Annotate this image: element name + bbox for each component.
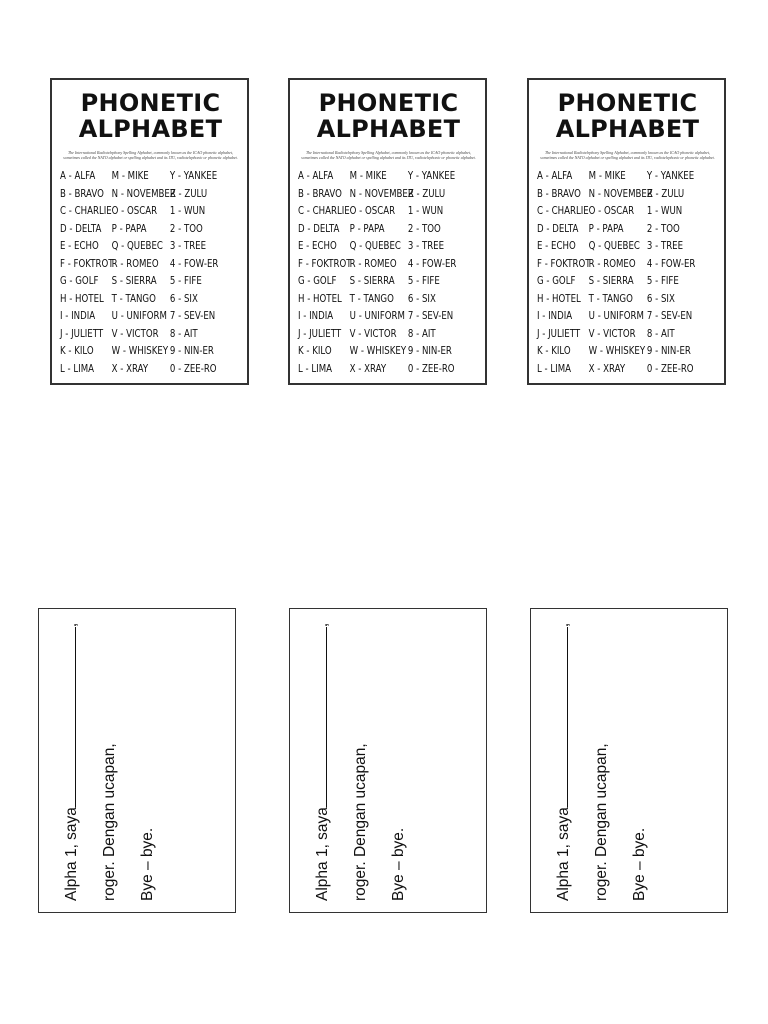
card-line-3: Bye – bye. bbox=[631, 827, 648, 901]
alphabet-entry: T - TANGO bbox=[349, 292, 394, 305]
poster-title-line1: PHONETIC bbox=[557, 89, 698, 117]
poster-title bbox=[537, 90, 718, 142]
alphabet-entry: F - FOKTROT bbox=[298, 257, 352, 270]
alphabet-entry: G - GOLF bbox=[60, 275, 99, 287]
alphabet-entry: 4 - FOW-ER bbox=[646, 257, 696, 270]
alphabet-entry: 6 - SIX bbox=[169, 292, 198, 305]
alphabet-entry: Z - ZULU bbox=[407, 187, 446, 200]
phonetic-alphabet-poster-1 bbox=[50, 78, 249, 385]
alphabet-entry: 7 - SEV-EN bbox=[169, 310, 216, 322]
alphabet-entry: Y - YANKEE bbox=[407, 170, 456, 182]
alphabet-entry: 1 - WUN bbox=[169, 205, 206, 217]
alphabet-entry: N - NOVEMBER bbox=[588, 187, 653, 200]
alphabet-grid bbox=[60, 168, 244, 378]
card-line-1-comma: , bbox=[555, 622, 572, 628]
alphabet-entry: U - UNIFORM bbox=[349, 310, 405, 322]
fill-in-blank[interactable] bbox=[308, 627, 327, 807]
card-line-1 bbox=[53, 611, 91, 901]
alphabet-entry: M - MIKE bbox=[111, 170, 149, 182]
alphabet-entry: 3 - TREE bbox=[169, 240, 207, 252]
alphabet-entry: P - PAPA bbox=[349, 222, 385, 235]
alphabet-entry: D - DELTA bbox=[60, 222, 102, 235]
card-line-1 bbox=[545, 611, 583, 901]
message-card-3 bbox=[530, 608, 728, 913]
alphabet-entry: 9 - NIN-ER bbox=[646, 345, 691, 357]
alphabet-entry: 8 - AIT bbox=[646, 327, 675, 340]
alphabet-entry: W - WHISKEY bbox=[111, 345, 169, 357]
alphabet-entry: Q - QUEBEC bbox=[349, 240, 401, 252]
alphabet-entry: 8 - AIT bbox=[407, 327, 436, 340]
alphabet-entry: H - HOTEL bbox=[537, 292, 581, 305]
alphabet-entry: 5 - FIFE bbox=[169, 275, 202, 287]
alphabet-entry: Q - QUEBEC bbox=[588, 240, 640, 252]
alphabet-entry: Y - YANKEE bbox=[646, 170, 695, 182]
alphabet-entry: 4 - FOW-ER bbox=[407, 257, 457, 270]
alphabet-entry: L - LIMA bbox=[60, 362, 95, 375]
alphabet-entry: C - CHARLIE bbox=[298, 205, 350, 217]
alphabet-entry: U - UNIFORM bbox=[111, 310, 167, 322]
card-text bbox=[545, 611, 659, 901]
alphabet-entry: H - HOTEL bbox=[60, 292, 104, 305]
alphabet-entry: N - NOVEMBER bbox=[349, 187, 414, 200]
card-line-2: roger. Dengan ucapan, bbox=[352, 743, 369, 901]
alphabet-entry: 0 - ZEE-RO bbox=[407, 362, 455, 375]
alphabet-entry: O - OSCAR bbox=[111, 205, 158, 217]
alphabet-entry: E - ECHO bbox=[537, 240, 576, 252]
alphabet-entry: Z - ZULU bbox=[646, 187, 685, 200]
alphabet-entry: M - MIKE bbox=[588, 170, 626, 182]
alphabet-entry: O - OSCAR bbox=[588, 205, 635, 217]
card-line-2: roger. Dengan ucapan, bbox=[101, 743, 118, 901]
alphabet-entry: K - KILO bbox=[298, 345, 332, 357]
alphabet-entry: F - FOKTROT bbox=[537, 257, 591, 270]
alphabet-entry: S - SIERRA bbox=[588, 275, 634, 287]
alphabet-entry: J - JULIETT bbox=[537, 327, 581, 340]
alphabet-entry: V - VICTOR bbox=[349, 327, 397, 340]
alphabet-entry: 3 - TREE bbox=[407, 240, 445, 252]
poster-subtitle: The International Radiotelephony Spelling Alphabet, commonly known as the ICAO phonetic alphabet, sometimes called the NATO alphabet or spelling alphabet and its ITU, radiotelephonic or phonetic alphabet. bbox=[540, 150, 715, 160]
alphabet-entry: 9 - NIN-ER bbox=[169, 345, 214, 357]
alphabet-entry: 7 - SEV-EN bbox=[646, 310, 693, 322]
alphabet-entry: 2 - TOO bbox=[407, 222, 441, 235]
alphabet-entry: B - BRAVO bbox=[60, 187, 104, 200]
card-line-1-comma: , bbox=[314, 622, 331, 628]
alphabet-entry: I - INDIA bbox=[298, 310, 334, 322]
phonetic-alphabet-poster-2 bbox=[288, 78, 487, 385]
alphabet-entry: B - BRAVO bbox=[537, 187, 581, 200]
alphabet-entry: A - ALFA bbox=[298, 170, 334, 182]
alphabet-entry: 0 - ZEE-RO bbox=[646, 362, 694, 375]
alphabet-grid bbox=[537, 168, 721, 378]
alphabet-grid bbox=[298, 168, 482, 378]
alphabet-entry: X - XRAY bbox=[588, 362, 626, 375]
card-line-1-text: Alpha 1, saya bbox=[555, 807, 572, 901]
alphabet-entry: W - WHISKEY bbox=[349, 345, 407, 357]
alphabet-entry: 2 - TOO bbox=[169, 222, 203, 235]
alphabet-entry: P - PAPA bbox=[111, 222, 147, 235]
alphabet-entry: 0 - ZEE-RO bbox=[169, 362, 217, 375]
card-line-2: roger. Dengan ucapan, bbox=[593, 743, 610, 901]
card-line-1 bbox=[304, 611, 342, 901]
alphabet-entry: O - OSCAR bbox=[349, 205, 396, 217]
alphabet-entry: T - TANGO bbox=[588, 292, 633, 305]
alphabet-entry: F - FOKTROT bbox=[60, 257, 114, 270]
alphabet-entry: B - BRAVO bbox=[298, 187, 342, 200]
alphabet-entry: R - ROMEO bbox=[349, 257, 397, 270]
alphabet-entry: Q - QUEBEC bbox=[111, 240, 163, 252]
message-card-2 bbox=[289, 608, 487, 913]
alphabet-entry: 9 - NIN-ER bbox=[407, 345, 452, 357]
alphabet-entry: W - WHISKEY bbox=[588, 345, 646, 357]
alphabet-entry: L - LIMA bbox=[537, 362, 572, 375]
alphabet-entry: S - SIERRA bbox=[111, 275, 157, 287]
alphabet-entry: S - SIERRA bbox=[349, 275, 395, 287]
alphabet-entry: C - CHARLIE bbox=[537, 205, 589, 217]
alphabet-entry: T - TANGO bbox=[111, 292, 156, 305]
fill-in-blank[interactable] bbox=[57, 627, 76, 807]
card-line-1-comma: , bbox=[63, 622, 80, 628]
alphabet-entry: M - MIKE bbox=[349, 170, 387, 182]
alphabet-entry: 1 - WUN bbox=[407, 205, 444, 217]
alphabet-entry: V - VICTOR bbox=[588, 327, 636, 340]
poster-title-line2: ALPHABET bbox=[555, 115, 700, 143]
alphabet-entry: X - XRAY bbox=[111, 362, 149, 375]
alphabet-entry: P - PAPA bbox=[588, 222, 624, 235]
alphabet-entry: D - DELTA bbox=[537, 222, 579, 235]
alphabet-entry: R - ROMEO bbox=[111, 257, 159, 270]
alphabet-entry: V - VICTOR bbox=[111, 327, 159, 340]
alphabet-entry: J - JULIETT bbox=[60, 327, 104, 340]
alphabet-entry: D - DELTA bbox=[298, 222, 340, 235]
alphabet-entry: A - ALFA bbox=[537, 170, 573, 182]
fill-in-blank[interactable] bbox=[549, 627, 568, 807]
card-text bbox=[53, 611, 167, 901]
alphabet-entry: 6 - SIX bbox=[407, 292, 436, 305]
alphabet-entry: G - GOLF bbox=[298, 275, 337, 287]
phonetic-alphabet-poster-3 bbox=[527, 78, 726, 385]
poster-title-line1: PHONETIC bbox=[318, 89, 459, 117]
alphabet-entry: I - INDIA bbox=[537, 310, 573, 322]
poster-title-line1: PHONETIC bbox=[80, 89, 221, 117]
alphabet-entry: 5 - FIFE bbox=[646, 275, 679, 287]
alphabet-entry: J - JULIETT bbox=[298, 327, 342, 340]
card-line-1-text: Alpha 1, saya bbox=[314, 807, 331, 901]
message-card-1 bbox=[38, 608, 236, 913]
alphabet-entry: 1 - WUN bbox=[646, 205, 683, 217]
alphabet-entry: 6 - SIX bbox=[646, 292, 675, 305]
poster-subtitle: The International Radiotelephony Spelling Alphabet, commonly known as the ICAO phonetic alphabet, sometimes called the NATO alphabet or spelling alphabet and its ITU, radiotelephonic or phonetic alphabet. bbox=[301, 150, 476, 160]
alphabet-entry: L - LIMA bbox=[298, 362, 333, 375]
alphabet-entry: C - CHARLIE bbox=[60, 205, 112, 217]
card-text bbox=[304, 611, 418, 901]
alphabet-entry: 5 - FIFE bbox=[407, 275, 440, 287]
alphabet-entry: H - HOTEL bbox=[298, 292, 342, 305]
alphabet-entry: I - INDIA bbox=[60, 310, 96, 322]
alphabet-entry: Z - ZULU bbox=[169, 187, 208, 200]
card-line-1-text: Alpha 1, saya bbox=[63, 807, 80, 901]
alphabet-entry: 8 - AIT bbox=[169, 327, 198, 340]
poster-title bbox=[298, 90, 479, 142]
alphabet-entry: 2 - TOO bbox=[646, 222, 680, 235]
alphabet-entry: G - GOLF bbox=[537, 275, 576, 287]
poster-title-line2: ALPHABET bbox=[78, 115, 223, 143]
card-line-3: Bye – bye. bbox=[139, 827, 156, 901]
alphabet-entry: 7 - SEV-EN bbox=[407, 310, 454, 322]
alphabet-entry: N - NOVEMBER bbox=[111, 187, 176, 200]
alphabet-entry: K - KILO bbox=[537, 345, 571, 357]
card-line-3: Bye – bye. bbox=[390, 827, 407, 901]
poster-subtitle: The International Radiotelephony Spelling Alphabet, commonly known as the ICAO phonetic alphabet, sometimes called the NATO alphabet or spelling alphabet and its ITU, radiotelephonic or phonetic alphabet. bbox=[63, 150, 238, 160]
alphabet-entry: R - ROMEO bbox=[588, 257, 636, 270]
alphabet-entry: 3 - TREE bbox=[646, 240, 684, 252]
poster-title bbox=[60, 90, 241, 142]
alphabet-entry: X - XRAY bbox=[349, 362, 387, 375]
alphabet-entry: A - ALFA bbox=[60, 170, 96, 182]
alphabet-entry: E - ECHO bbox=[60, 240, 99, 252]
alphabet-entry: 4 - FOW-ER bbox=[169, 257, 219, 270]
alphabet-entry: E - ECHO bbox=[298, 240, 337, 252]
alphabet-entry: U - UNIFORM bbox=[588, 310, 644, 322]
alphabet-entry: Y - YANKEE bbox=[169, 170, 218, 182]
alphabet-entry: K - KILO bbox=[60, 345, 94, 357]
poster-title-line2: ALPHABET bbox=[316, 115, 461, 143]
